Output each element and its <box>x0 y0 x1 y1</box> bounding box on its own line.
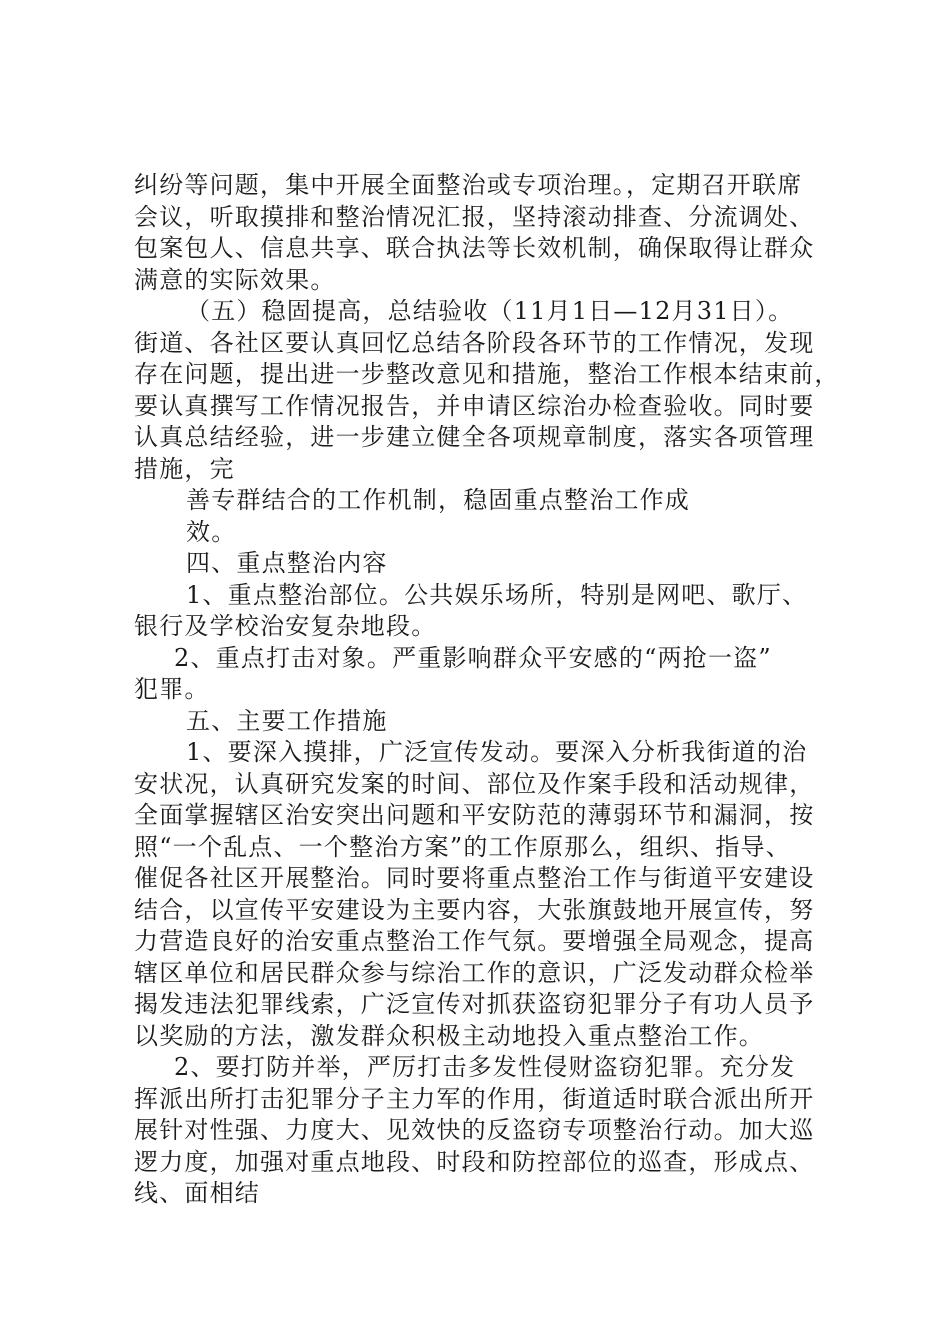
text-line: 安状况，认真研究发案的时间、部位及作案手段和活动规律， <box>134 769 815 798</box>
text-line: 力营造良好的治安重点整治工作气氛。要增强全局观念，提高 <box>134 927 815 955</box>
text-line: 存在问题，提出进一步整改意见和措施，整治工作根本结束前， <box>134 360 840 388</box>
text-line: 结合，以宣传平安建设为主要内容，大张旗鼓地开展宣传，努 <box>134 895 815 924</box>
text-line: 1、重点整治部位。公共娱乐场所，特别是网吧、歌厅、 <box>186 580 808 609</box>
text-line: 银行及学校治安复杂地段。 <box>134 612 437 640</box>
text-line: 以奖励的方法，激发群众积极主动地投入重点整治工作。 <box>134 1021 764 1050</box>
text-line: 满意的实际效果。 <box>134 265 336 294</box>
text-line: 纠纷等问题，集中开展全面整治或专项治理。，定期召开联席 <box>134 171 803 199</box>
text-line: 要认真撰写工作情况报告，并申请区综治办检查验收。同时要 <box>134 391 815 420</box>
text-line: 揭发违法犯罪线索，广泛宣传对抓获盗窃犯罪分子有功人员予 <box>134 990 815 1018</box>
text-line: 催促各社区开展整治。同时要将重点整治工作与街道平安建设 <box>134 864 815 892</box>
text-line: （五）稳固提高，总结验收（11月1日—12月31日）。 <box>186 297 794 325</box>
text-line: 辖区单位和居民群众参与综治工作的意识，广泛发动群众检举 <box>134 958 815 987</box>
text-line: 展针对性强、力度大、见效快的反盗窃专项整治行动。加大巡 <box>134 1116 815 1144</box>
text-line: 认真总结经验，进一步建立健全各项规章制度，落实各项管理 <box>134 423 815 451</box>
text-line: 2、要打防并举，严厉打击多发性侵财盗窃犯罪。充分发 <box>174 1053 796 1081</box>
text-line: 挥派出所打击犯罪分子主力军的作用，街道适时联合派出所开 <box>134 1084 815 1113</box>
text-line: 照“一个乱点、一个整治方案”的工作原那么，组织、指导、 <box>134 832 791 861</box>
text-line: 包案包人、信息共享、联合执法等长效机制，确保取得让群众 <box>134 234 815 262</box>
text-line: 2、重点打击对象。严重影响群众平安感的“两抢一盗” <box>174 643 772 672</box>
text-line: 效。 <box>186 517 237 546</box>
text-line: 街道、各社区要认真回忆总结各阶段各环节的工作情况，发现 <box>134 328 815 357</box>
text-line: 四、重点整治内容 <box>186 549 388 577</box>
text-line: 逻力度，加强对重点地段、时段和防控部位的巡查，形成点、 <box>134 1147 815 1176</box>
text-line: 会议，听取摸排和整治情况汇报，坚持滚动排查、分流调处、 <box>134 202 815 231</box>
text-line: 犯罪。 <box>134 675 210 703</box>
text-line: 全面掌握辖区治安突出问题和平安防范的薄弱环节和漏洞，按 <box>134 801 815 829</box>
text-line: 善专群结合的工作机制，稳固重点整治工作成 <box>186 486 690 514</box>
body-text <box>134 170 840 1210</box>
text-line: 线、面相结 <box>134 1179 260 1207</box>
text-line: 措施，完 <box>134 454 235 483</box>
text-line: 1、要深入摸排，广泛宣传发动。要深入分析我街道的治 <box>186 738 808 766</box>
text-line: 五、主要工作措施 <box>186 706 388 735</box>
